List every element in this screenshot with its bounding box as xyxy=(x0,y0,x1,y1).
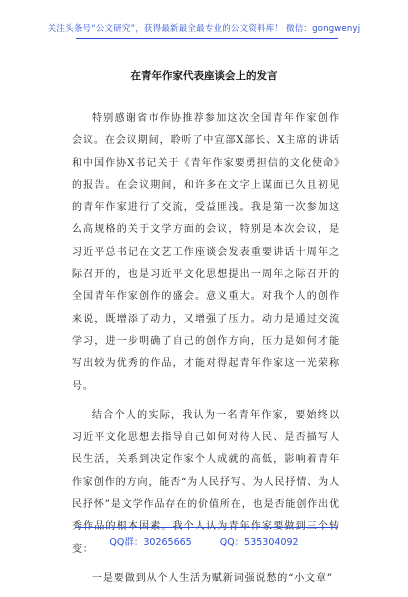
header-banner: 关注头条号“公文研究”，获得最新最全最专业的公文资料库！ 微信：gongwenyj xyxy=(47,24,361,34)
footer-qq-number: QQ：535304092 xyxy=(219,537,299,548)
footer-contacts xyxy=(0,534,408,548)
paragraph-3: 一是要做到从个人生活为赋新词强说愁的“小文章” xyxy=(92,572,333,584)
paragraph-1: 特别感谢省市作协推荐参加这次全国青年作家创作会议。在会议期间，聆听了中宣部X部长、X主席的讲话和中国作协X书记关于《青年作家要勇担信的文化使命》的报告。在会议期间，和许多在文字上谋面已久且初见的青年作家进行了交流，受益匪浅。我是第一次参加这么高规格的关于文学方面的会议，特别是本次会议，是习近平总书记在文艺工作座谈会发表重要讲话十周年之际召开的，也是习近平文化思想提出一周年之际召开的全国青年作家创作的盛会。意义重大。对我个人的创作来说，既增添了动力，又增强了压力。动力是通过交流学习，进一步明确了自己的创作方向，压力是如何才能写出较为优秀的作品，才能对得起青年作家这一光荣称号。 xyxy=(72,113,340,392)
paragraph-2: 结合个人的实际，我认为一名青年作家，要始终以习近平文化思想去指导自己如何对待人民、是否描写人民生活，关系到决定作家个人成就的高低，影响着青年作家创作的方向，能否“为人民抒写、为人民抒情、为人民抒怀”是文学作品存在的价值所在，也是否能创作出优秀作品的根本因素。我个人认为青年作家要做到三个转变： xyxy=(72,409,340,555)
document-title: 在青年作家代表座谈会上的发言 xyxy=(130,70,278,82)
header-divider xyxy=(76,38,338,39)
footer-qq-group: QQ群：30265665 xyxy=(109,537,192,548)
document-body xyxy=(72,108,340,597)
footer-divider xyxy=(76,527,338,528)
